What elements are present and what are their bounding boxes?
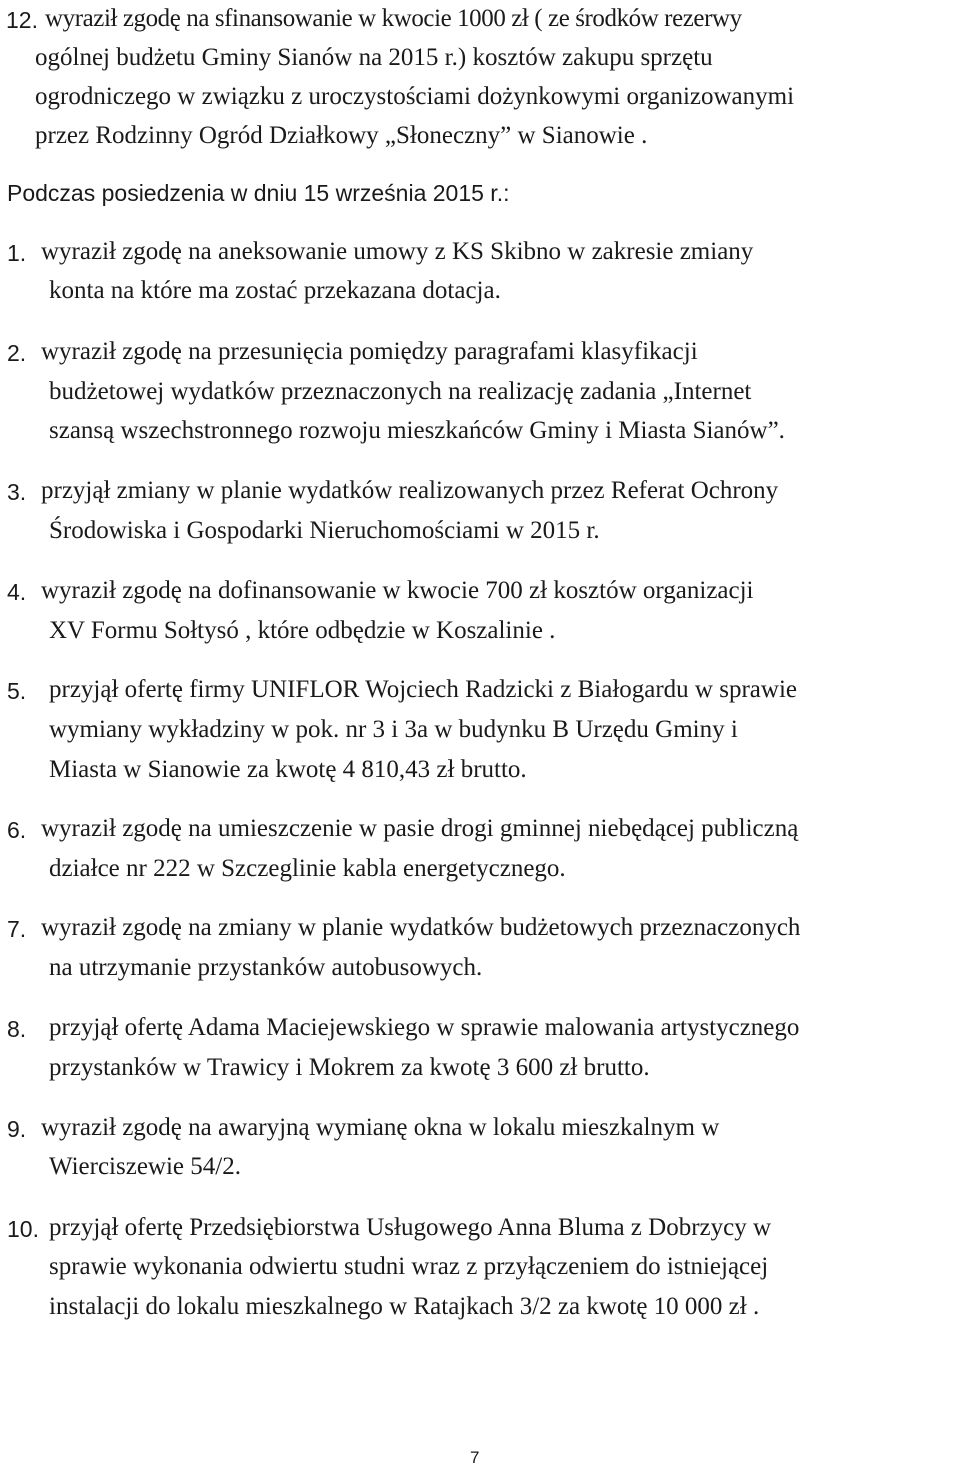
list-item-text-line: konta na które ma zostać przekazana dotacja. — [49, 277, 501, 304]
list-item-text-line: wyraził zgodę na awaryjną wymianę okna w lokalu mieszkalnym w — [41, 1114, 720, 1141]
list-item-text-line: wyraził zgodę na dofinansowanie w kwocie 700 zł kosztów organizacji — [41, 577, 754, 604]
list-item-number: 12. — [6, 7, 38, 33]
list-item-text-line: wyraził zgodę na sfinansowanie w kwocie 1000 zł ( ze środków rezerwy — [45, 5, 742, 32]
list-item-text-line: na utrzymanie przystanków autobusowych. — [49, 954, 483, 981]
list-item-text-line: ogrodniczego w związku z uroczystościami dożynkowymi organizowanymi — [35, 83, 795, 110]
list-item-text-line: przystanków w Trawicy i Mokrem za kwotę 3 600 zł brutto. — [49, 1054, 650, 1081]
list-item-text-line: wyraził zgodę na aneksowanie umowy z KS Skibno w zakresie zmiany — [41, 238, 754, 265]
list-item-text-line: przyjął zmiany w planie wydatków realizowanych przez Referat Ochrony — [41, 477, 779, 504]
list-item-number: 8. — [7, 1016, 27, 1042]
list-item-number: 6. — [7, 817, 27, 843]
list-item-text-line: przyjął ofertę Przedsiębiorstwa Usługowego Anna Bluma z Dobrzycy w — [49, 1214, 772, 1241]
list-item-text-line: działce nr 222 w Szczeglinie kabla energetycznego. — [49, 855, 566, 882]
session-heading: Podczas posiedzenia w dniu 15 września 2015 r.: — [7, 180, 510, 206]
list-item-text-line: przyjął ofertę firmy UNIFLOR Wojciech Radzicki z Białogardu w sprawie — [49, 676, 797, 703]
list-item-text-line: przez Rodzinny Ogród Działkowy „Słoneczny” w Sianowie . — [35, 122, 648, 149]
list-item-number: 1. — [7, 240, 27, 266]
list-item-text-line: wyraził zgodę na zmiany w planie wydatków budżetowych przeznaczonych — [41, 914, 801, 941]
list-item-text-line: wyraził zgodę na umieszczenie w pasie drogi gminnej niebędącej publiczną — [41, 815, 799, 842]
list-item-text-line: instalacji do lokalu mieszkalnego w Ratajkach 3/2 za kwotę 10 000 zł . — [49, 1293, 760, 1320]
list-item-text-line: Środowiska i Gospodarki Nieruchomościami w 2015 r. — [49, 517, 600, 544]
list-item-number: 9. — [7, 1116, 27, 1142]
page-number: 7 — [470, 1448, 480, 1467]
list-item-number: 7. — [7, 916, 27, 942]
list-item-text-line: wymiany wykładziny w pok. nr 3 i 3a w budynku B Urzędu Gminy i — [49, 716, 738, 743]
list-item-text-line: budżetowej wydatków przeznaczonych na realizację zadania „Internet — [49, 378, 752, 405]
list-item-number: 3. — [7, 479, 27, 505]
list-item-number: 5. — [7, 678, 27, 704]
list-item-text-line: szansą wszechstronnego rozwoju mieszkańców Gminy i Miasta Sianów”. — [49, 417, 785, 444]
list-item-number: 10. — [7, 1216, 39, 1242]
list-item-text-line: Wierciszewie 54/2. — [49, 1153, 241, 1180]
list-item-number: 2. — [7, 340, 27, 366]
list-item-text-line: Miasta w Sianowie za kwotę 4 810,43 zł brutto. — [49, 756, 527, 783]
list-item-text-line: wyraził zgodę na przesunięcia pomiędzy paragrafami klasyfikacji — [41, 338, 698, 365]
list-item-text-line: XV Formu Sołtysó , które odbędzie w Koszalinie . — [49, 617, 556, 644]
list-item-text-line: przyjął ofertę Adama Maciejewskiego w sprawie malowania artystycznego — [49, 1014, 800, 1041]
list-item-text-line: sprawie wykonania odwiertu studni wraz z przyłączeniem do istniejącej — [49, 1253, 769, 1280]
list-item-number: 4. — [7, 579, 27, 605]
list-item-text-line: ogólnej budżetu Gminy Sianów na 2015 r.) kosztów zakupu sprzętu — [35, 44, 713, 71]
